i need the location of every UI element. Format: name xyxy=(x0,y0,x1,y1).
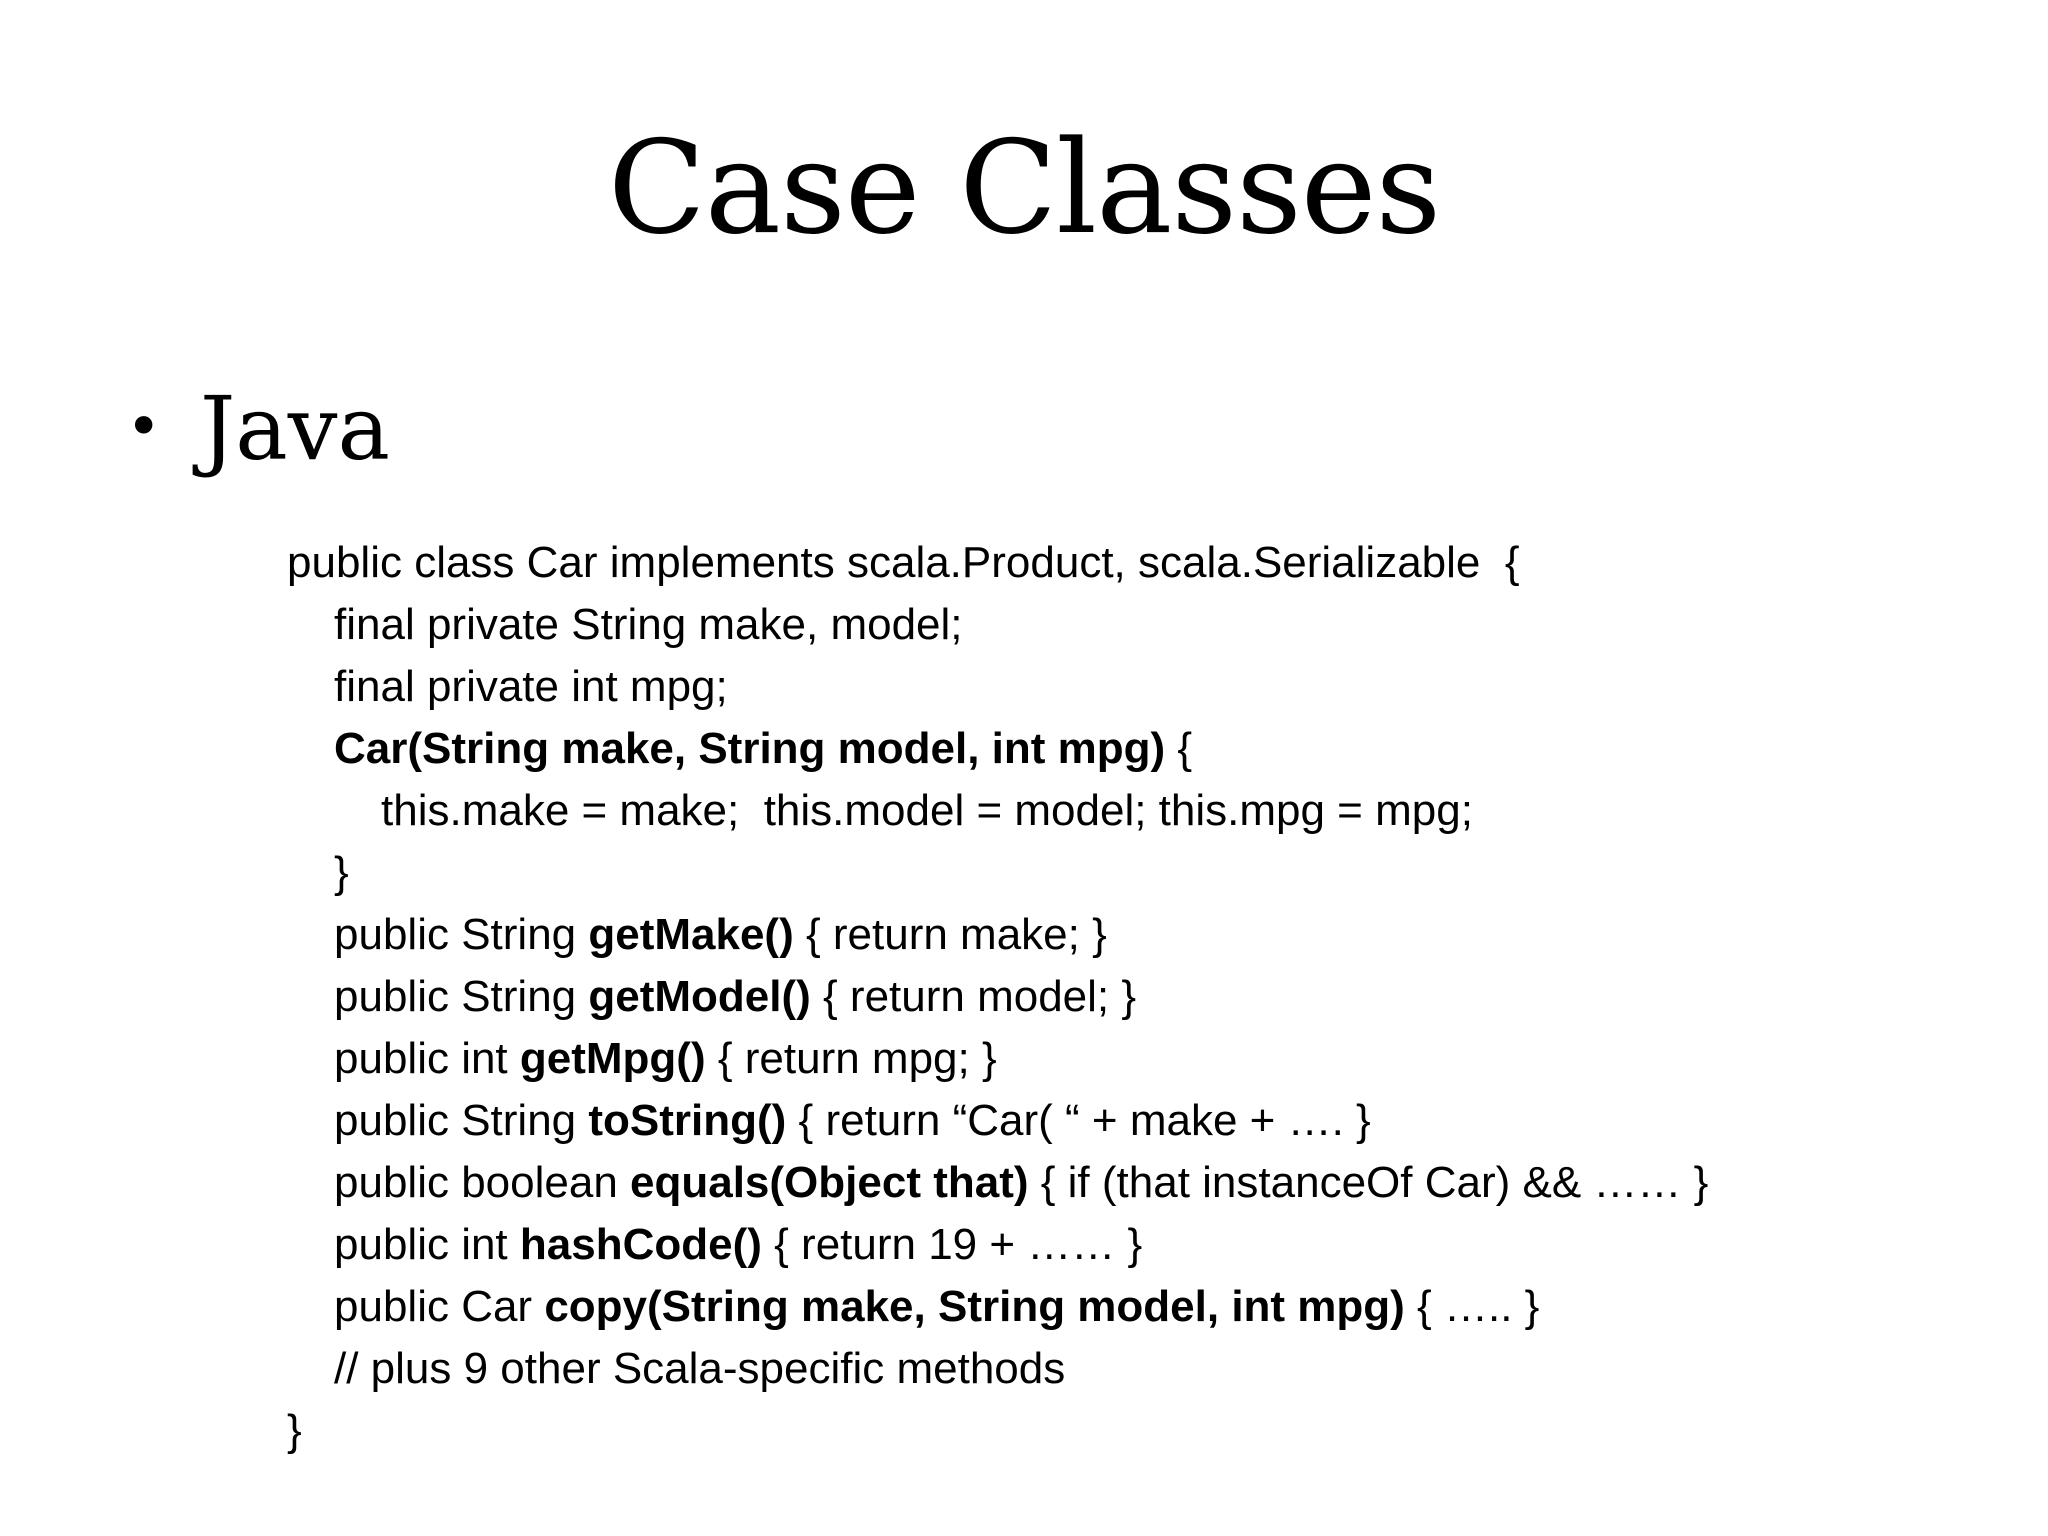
code-highlight: Car(String make, String model, int mpg) xyxy=(334,724,1166,773)
code-line xyxy=(287,1276,1539,1338)
code-text: { return mpg; } xyxy=(705,1034,997,1083)
code-highlight: copy(String make, String model, int mpg) xyxy=(544,1282,1405,1331)
bullet-marker: • xyxy=(126,392,162,462)
code-line xyxy=(287,1028,997,1090)
code-text: public Car xyxy=(334,1282,545,1331)
code-line xyxy=(287,1400,302,1462)
code-line xyxy=(287,1152,1708,1214)
code-text: { return model; } xyxy=(810,972,1137,1021)
code-line xyxy=(287,532,1520,594)
code-highlight: toString() xyxy=(588,1096,787,1145)
code-text: // plus 9 other Scala-specific methods xyxy=(334,1344,1066,1393)
code-line xyxy=(287,594,963,656)
code-line xyxy=(287,718,1192,780)
code-text: public class Car implements scala.Product, scala.Serializable { xyxy=(287,538,1520,587)
code-text: { ….. } xyxy=(1404,1282,1540,1331)
code-text: final private String make, model; xyxy=(334,600,963,649)
code-line xyxy=(287,966,1136,1028)
code-text: { if (that instanceOf Car) && …… } xyxy=(1028,1158,1709,1207)
code-highlight: equals(Object that) xyxy=(630,1158,1029,1207)
code-highlight: hashCode() xyxy=(519,1220,762,1269)
slide-title: Case Classes xyxy=(607,114,1441,263)
code-highlight: getModel() xyxy=(588,972,811,1021)
code-text: } xyxy=(334,848,349,897)
code-text: public boolean xyxy=(334,1158,631,1207)
code-text: { return “Car( “ + make + …. } xyxy=(786,1096,1371,1145)
code-text: public String xyxy=(334,910,589,959)
bullet-item-java xyxy=(126,377,390,480)
code-text: public String xyxy=(334,1096,589,1145)
code-line xyxy=(287,1090,1371,1152)
code-text: { return make; } xyxy=(793,910,1107,959)
code-line xyxy=(287,1214,1142,1276)
code-text: this.make = make; this.model = model; this.mpg = mpg; xyxy=(381,786,1473,835)
code-line xyxy=(287,842,349,904)
code-text: public int xyxy=(334,1220,520,1269)
code-line xyxy=(287,1338,1065,1400)
code-highlight: getMpg() xyxy=(519,1034,706,1083)
code-line xyxy=(287,780,1473,842)
code-text: } xyxy=(287,1406,302,1455)
code-line xyxy=(287,904,1107,966)
code-text: public String xyxy=(334,972,589,1021)
code-text: final private int mpg; xyxy=(334,662,728,711)
code-text: { xyxy=(1165,724,1193,773)
code-text: public int xyxy=(334,1034,520,1083)
code-line xyxy=(287,656,728,718)
bullet-label: Java xyxy=(200,377,390,480)
code-text: { return 19 + …… } xyxy=(761,1220,1143,1269)
code-highlight: getMake() xyxy=(588,910,794,959)
